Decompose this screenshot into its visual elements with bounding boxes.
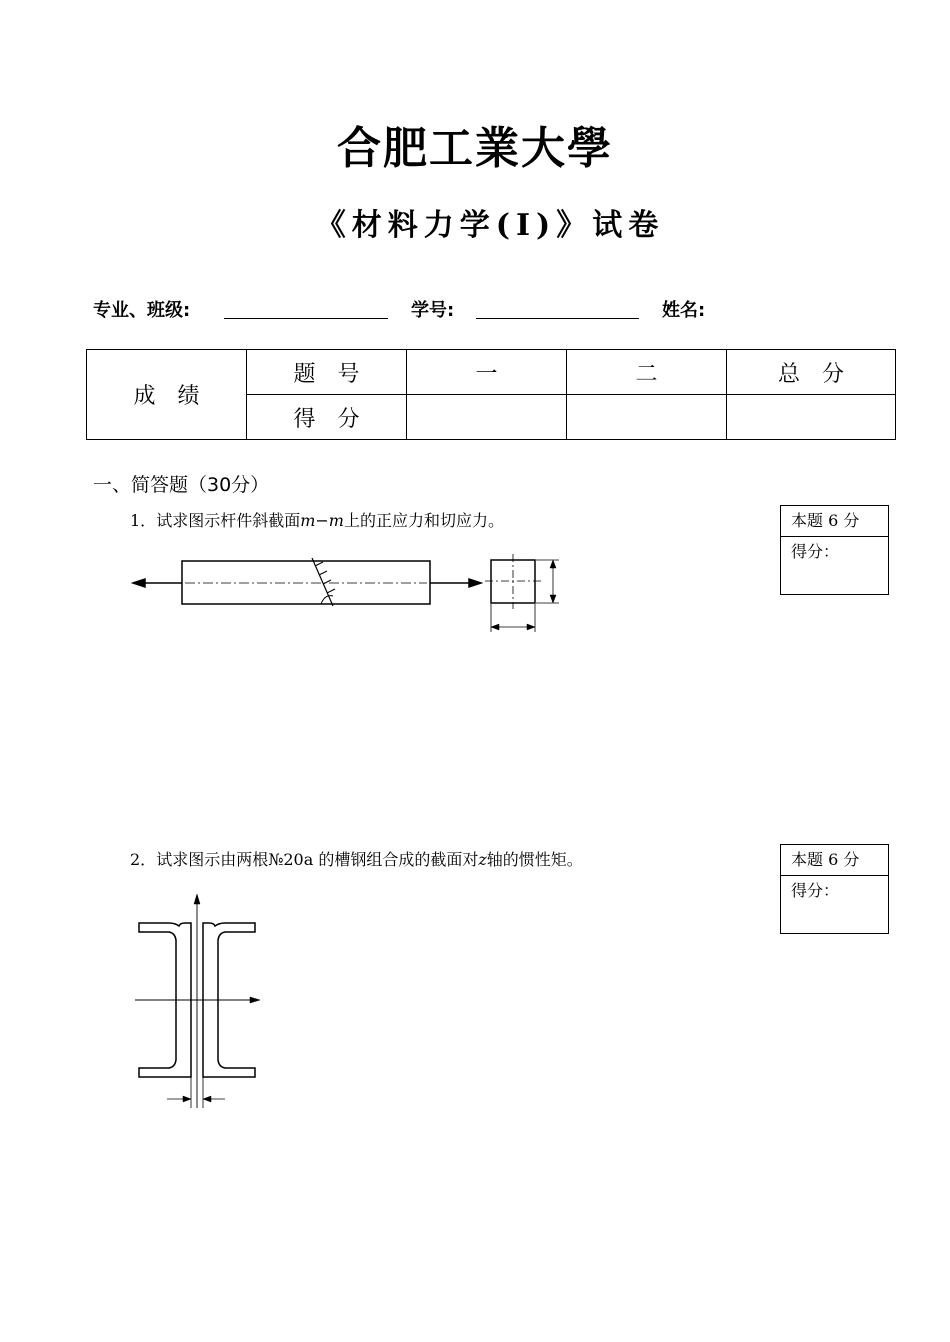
width-arrow-right-icon: [527, 624, 535, 630]
university-logo: 合肥工業大學: [337, 123, 613, 174]
question-1-text-after: 上的正应力和切应力。: [343, 511, 504, 530]
column-header-1: 一: [407, 350, 567, 395]
hatch-4: [327, 589, 335, 593]
width-arrow-left-icon: [491, 624, 499, 630]
exam-title: 《材料力学(I)》试卷: [315, 208, 665, 243]
question-1-points-box: [780, 505, 889, 595]
question-2-text-after: 轴的惯性矩。: [486, 850, 583, 869]
question-2-text: [130, 847, 583, 870]
question-number-label: 题 号: [247, 350, 407, 395]
gap-arrow-right-icon: [203, 1096, 211, 1102]
bar-body: [182, 561, 430, 604]
question-2-score-label[interactable]: 得分：: [791, 881, 840, 900]
hatch-2: [319, 571, 327, 575]
question-1-score-label[interactable]: 得分：: [791, 542, 840, 561]
channel-section-figure: [125, 890, 275, 1115]
name-label: 姓名:: [662, 300, 706, 321]
gap-arrow-left-icon: [183, 1096, 191, 1102]
question-2-points-box: [780, 844, 889, 934]
question-2-text-before: 试求图示由两根№20a 的槽钢组合成的截面对: [156, 850, 479, 869]
question-1-math: m−m: [300, 511, 344, 530]
score-cell-2[interactable]: [567, 395, 727, 440]
question-1-number: 1．: [130, 511, 157, 530]
question-2-math: z: [478, 850, 487, 869]
question-2-number: 2．: [130, 850, 157, 869]
hatch-1: [315, 562, 323, 566]
height-arrow-bottom-icon: [550, 595, 556, 603]
question-1-points: 本题 6 分: [781, 506, 888, 537]
inclined-section-line: [312, 558, 333, 606]
question-1-text-before: 试求图示杆件斜截面: [156, 511, 301, 530]
major-class-label: 专业、班级:: [93, 300, 191, 321]
score-cell-total[interactable]: [727, 395, 896, 440]
y-axis-arrow-icon: [194, 894, 200, 904]
hatch-3: [323, 580, 331, 584]
question-1-text: [130, 508, 504, 531]
score-table: [86, 349, 896, 440]
z-axis-arrow-icon: [250, 997, 260, 1003]
column-header-2: 二: [567, 350, 727, 395]
score-label: 得 分: [247, 395, 407, 440]
student-id-label: 学号:: [411, 300, 455, 321]
bar-figure: [125, 550, 565, 640]
score-cell-1[interactable]: [407, 395, 567, 440]
score-row-label: 成 绩: [87, 350, 247, 440]
major-class-field[interactable]: [224, 318, 388, 319]
question-2-points: 本题 6 分: [781, 845, 888, 876]
column-header-total: 总 分: [727, 350, 896, 395]
section-heading: 一、简答题（30分）: [93, 474, 270, 496]
student-id-field[interactable]: [476, 318, 639, 319]
height-arrow-top-icon: [550, 560, 556, 568]
left-arrowhead-icon: [133, 579, 145, 587]
right-arrowhead-icon: [469, 579, 481, 587]
